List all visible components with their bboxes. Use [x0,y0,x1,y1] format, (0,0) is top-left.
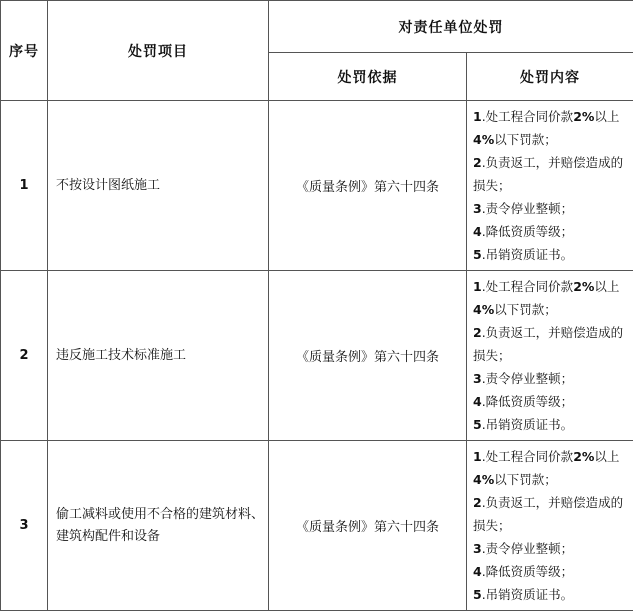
penalty-text: 4% [473,472,494,487]
penalty-text: .责令停业整顿； [482,201,573,216]
penalty-item [473,367,627,390]
header-basis: 处罚依据 [269,53,467,101]
row-seq: 2 [1,271,48,441]
table-row [1,441,633,611]
penalty-text: 以下罚款； [494,302,557,317]
header-group: 对责任单位处罚 [269,1,633,53]
row-basis: 《质量条例》第六十四条 [269,101,467,271]
header-content: 处罚内容 [467,53,633,101]
penalty-text: 4 [473,224,482,239]
row-basis: 《质量条例》第六十四条 [269,271,467,441]
row-item: 偷工减料或使用不合格的建筑材料、建筑构配件和设备 [48,441,269,611]
penalty-item [473,321,627,367]
penalty-text: .负责返工，并赔偿造成的损失； [473,155,623,193]
penalty-text: .处工程合同价款 [482,279,573,294]
penalty-item [473,151,627,197]
penalty-text: 2 [473,325,482,340]
row-item: 违反施工技术标准施工 [48,271,269,441]
penalty-item [473,197,627,220]
penalty-text: .降低资质等级； [482,394,573,409]
penalty-text: 4% [473,302,494,317]
penalty-text: 以下罚款； [494,132,557,147]
penalty-item [473,220,627,243]
row-content [467,441,633,611]
penalty-text: 4% [473,132,494,147]
table-row [1,101,633,271]
penalty-text: 2% [573,279,594,294]
row-content [467,101,633,271]
penalty-text: .负责返工，并赔偿造成的损失； [473,325,623,363]
penalty-text: 5 [473,247,482,262]
penalty-text: .负责返工，并赔偿造成的损失； [473,495,623,533]
row-item: 不按设计图纸施工 [48,101,269,271]
penalty-text: .责令停业整顿； [482,541,573,556]
penalty-text: .降低资质等级； [482,224,573,239]
table-row [1,271,633,441]
penalty-text: 3 [473,201,482,216]
penalty-text: 2 [473,495,482,510]
penalty-text: .降低资质等级； [482,564,573,579]
penalty-text: .处工程合同价款 [482,449,573,464]
penalty-item [473,105,627,151]
row-seq: 3 [1,441,48,611]
row-seq: 1 [1,101,48,271]
penalty-text: 5 [473,587,482,602]
penalty-item [473,390,627,413]
penalty-text: 3 [473,541,482,556]
penalty-text: 1 [473,279,482,294]
header-item: 处罚项目 [48,1,269,101]
penalty-text: 5 [473,417,482,432]
penalty-item [473,537,627,560]
penalty-text: 以上 [594,449,619,464]
penalty-text: 以上 [594,109,619,124]
penalty-item [473,413,627,436]
penalty-item [473,275,627,321]
penalty-text: 3 [473,371,482,386]
penalty-text: .责令停业整顿； [482,371,573,386]
penalty-text: .吊销资质证书。 [482,587,573,602]
penalty-text: 1 [473,109,482,124]
penalty-item [473,560,627,583]
penalty-text: 4 [473,564,482,579]
penalty-text: 2 [473,155,482,170]
penalty-text: .处工程合同价款 [482,109,573,124]
penalty-item [473,583,627,606]
penalty-item [473,445,627,491]
row-basis: 《质量条例》第六十四条 [269,441,467,611]
penalty-text: 4 [473,394,482,409]
penalty-text: 以上 [594,279,619,294]
penalty-text: .吊销资质证书。 [482,417,573,432]
penalty-text: 2% [573,109,594,124]
penalty-item [473,491,627,537]
row-content [467,271,633,441]
penalty-item [473,243,627,266]
penalty-text: 1 [473,449,482,464]
penalty-text: 2% [573,449,594,464]
penalty-text: .吊销资质证书。 [482,247,573,262]
penalty-text: 以下罚款； [494,472,557,487]
header-seq: 序号 [1,1,48,101]
